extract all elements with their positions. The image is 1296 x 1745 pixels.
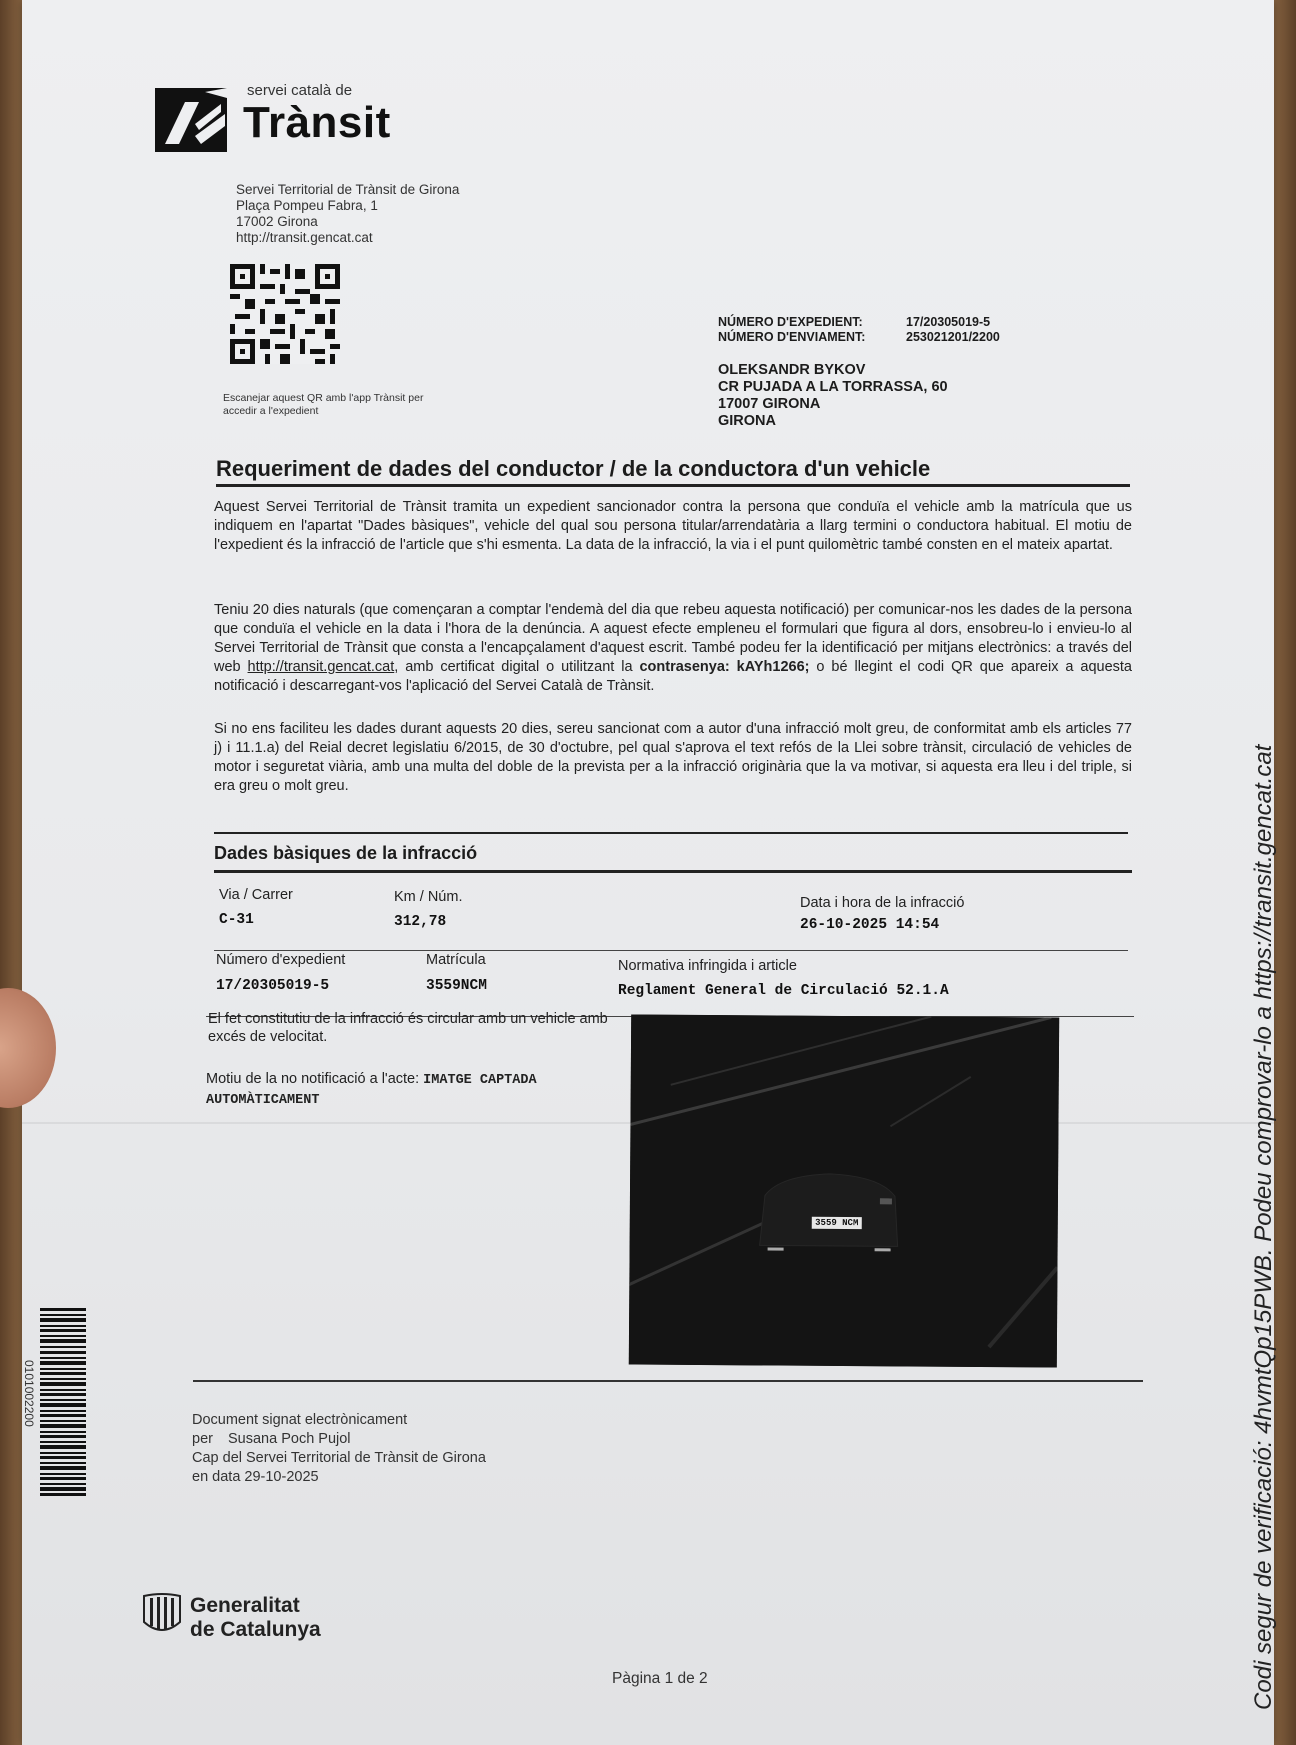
- office-name: Servei Territorial de Trànsit de Girona: [236, 182, 460, 197]
- km-label: Km / Núm.: [394, 889, 463, 905]
- plate-label: Matrícula: [426, 952, 486, 968]
- paragraph-intro: Aquest Servei Territorial de Trànsit tramita un expedient sancionador contra la persona que conduïa el vehicle amb la matrícula que us indiquem en l'apartat "Dades bàsiques", vehicle del qual sou persona titular/arrendatària a llarg termini o conductora habitual. El motiu de l'expedient és la infracció de l'article que s'hi esmenta. La data de la infracció, la via i el punt quilomètric també consten en el mateix apartat.: [214, 499, 1132, 553]
- page-number: Pàgina 1 de 2: [612, 1670, 708, 1687]
- transit-logo-icon: [155, 84, 231, 152]
- logo-subtitle: servei català de: [247, 82, 353, 99]
- expedient-number-label: NÚMERO D'EXPEDIENT:: [718, 315, 863, 329]
- office-address: [236, 182, 459, 246]
- signature-line: Document signat electrònicament: [192, 1412, 408, 1428]
- signature-divider: [193, 1380, 1143, 1382]
- paragraph-deadline-text-c: o bé llegint el codi QR que apareix a aquesta notificació i descarregant-vos l'aplicació del Servei Català de Trànsit.: [214, 659, 1132, 694]
- expedient-value: 17/20305019-5: [216, 978, 330, 994]
- datetime-value: 26-10-2025 14:54: [800, 917, 940, 933]
- qr-instructions: Escanejar aquest QR amb l'app Trànsit per accedir a l'expedient: [223, 392, 424, 417]
- recipient-province: GIRONA: [718, 413, 776, 429]
- infraction-description: El fet constitutiu de la infracció és circular amb un vehicle amb excés de velocitat.: [208, 1011, 608, 1045]
- signature-date: en data 29-10-2025: [192, 1469, 319, 1485]
- road-value: C-31: [219, 912, 254, 928]
- section-divider-top: [214, 832, 1128, 834]
- qr-code[interactable]: [230, 264, 340, 364]
- non-notification-value: IMATGE CAPTADA AUTOMÀTICAMENT: [206, 1073, 537, 1108]
- regulation-label: Normativa infringida i article: [618, 958, 797, 974]
- photo-license-plate: 3559 NCM: [812, 1217, 862, 1229]
- generalitat-logo: [142, 1592, 321, 1643]
- regulation-value: Reglament General de Circulació 52.1.A: [618, 983, 949, 999]
- office-street: Plaça Pompeu Fabra, 1: [236, 198, 378, 213]
- shipment-number-label: NÚMERO D'ENVIAMENT:: [718, 330, 866, 344]
- barcode-number: 0101002200: [22, 1360, 36, 1427]
- office-city: 17002 Girona: [236, 214, 318, 229]
- document-title: Requeriment de dades del conductor / de la conductora d'un vehicle: [216, 456, 1130, 487]
- signature-per: per: [192, 1431, 213, 1447]
- field-row-divider: [214, 950, 1128, 951]
- recipient-address: [718, 362, 948, 430]
- plate-value: 3559NCM: [426, 978, 487, 994]
- signer-role: Cap del Servei Territorial de Trànsit de Girona: [192, 1450, 486, 1466]
- non-notification-reason: [206, 1070, 606, 1110]
- recipient-name: OLEKSANDR BYKOV: [718, 362, 866, 378]
- recipient-city: 17007 GIRONA: [718, 396, 821, 412]
- signer-name: Susana Poch Pujol: [228, 1431, 351, 1447]
- password-text: contrasenya: kAYh1266;: [639, 659, 810, 675]
- recipient-street: CR PUJADA A LA TORRASSA, 60: [718, 379, 948, 395]
- generalitat-name: [190, 1594, 321, 1642]
- barcode: [40, 1308, 86, 1496]
- shipment-number-value: 253021201/2200: [906, 330, 1000, 344]
- road-label: Via / Carrer: [219, 887, 293, 903]
- transit-website-link[interactable]: http://transit.gencat.cat: [247, 659, 395, 675]
- generalitat-line1: Generalitat: [190, 1594, 300, 1617]
- paragraph-deadline: [214, 601, 1132, 696]
- expedient-label: Número d'expedient: [216, 952, 346, 968]
- section-title: Dades bàsiques de la infracció: [214, 843, 478, 863]
- paragraph-deadline-text-b: , amb certificat digital o utilitzant la: [394, 659, 633, 675]
- expedient-number-value: 17/20305019-5: [906, 315, 991, 329]
- speed-camera-photo: [629, 1015, 1059, 1368]
- non-notification-label: Motiu de la no notificació a l'acte:: [206, 1071, 420, 1087]
- generalitat-line2: de Catalunya: [190, 1618, 321, 1641]
- expedient-metadata: [718, 315, 1000, 345]
- km-value: 312,78: [394, 914, 447, 930]
- paragraph-deadline-text-a: Teniu 20 dies naturals (que començaran a comptar l'endemà del dia que rebeu aquesta notificació) per comunicar-nos les dades de la persona que conduïa el vehicle en la data i l'hora de la denúncia. A aquest efecte empleneu el formulari que figura al dors, ensobreu-lo i envieu-lo al Servei Territorial de Trànsit que consta a l'encapçalament d'aquest escrit. També podeu fer la identificació per mitjans electrònics: a través del web: [214, 602, 1132, 675]
- section-divider: [214, 870, 1132, 873]
- datetime-label: Data i hora de la infracció: [800, 895, 965, 911]
- paragraph-sanction: Si no ens faciliteu les dades durant aquests 20 dies, sereu sancionat com a autor d'una infracció molt greu, de conformitat amb els articles 77 j) i 11.1.a) del Reial decret legislatiu 6/2015, de 30 d'octubre, pel qual s'aprova el text refós de la Llei sobre trànsit, circulació de vehicles de motor i seguretat viària, amb una multa del doble de la prevista per a la infracció originària que la va motivar, si aquesta era lleu i del triple, si era greu o molt greu.: [214, 721, 1132, 794]
- logo-title: Trànsit: [243, 98, 391, 147]
- generalitat-emblem-icon: [142, 1592, 182, 1638]
- road-scene-image: [629, 1015, 1059, 1368]
- office-url: http://transit.gencat.cat: [236, 230, 373, 245]
- signature-block: [192, 1411, 486, 1487]
- verification-code: Codi segur de verificació: 4hvmtQp15PWB. Podeu comprovar-lo a https://transit.gencat.cat: [1250, 744, 1277, 1710]
